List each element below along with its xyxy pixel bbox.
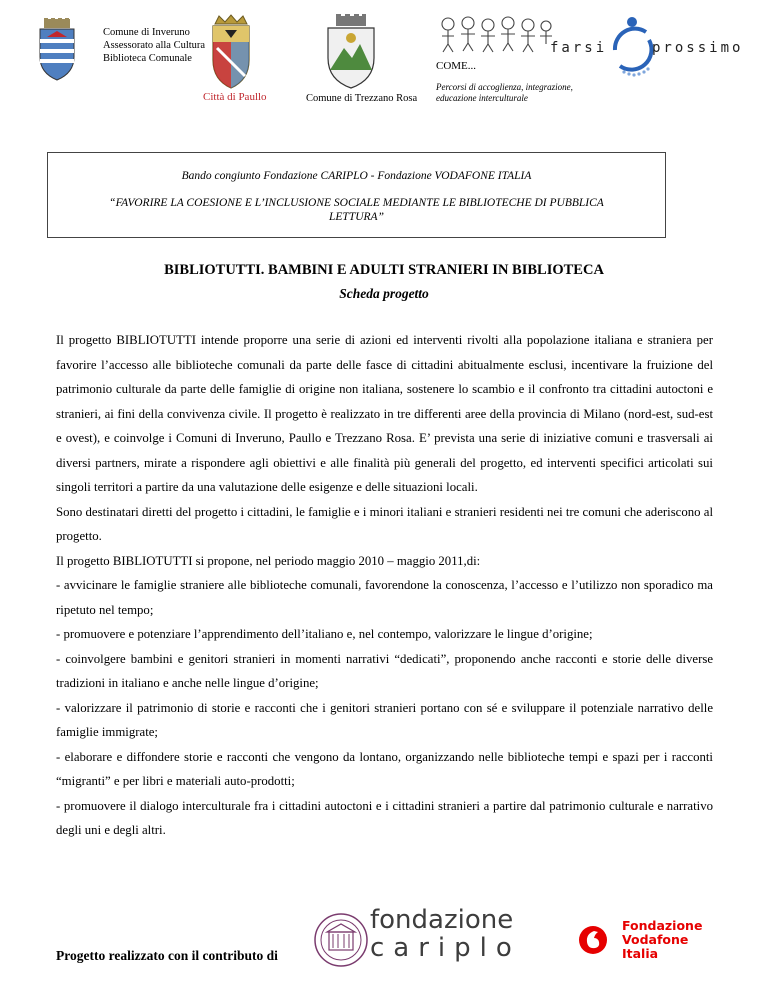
farsi-prossimo-logo-icon xyxy=(610,14,658,80)
paragraph-recipients: Sono destinatari diretti del progetto i cittadini, le famiglie e i minori italiani e stranieri residenti nei tre comuni che aderiscono al progetto. xyxy=(56,504,713,543)
paullo-crest-icon xyxy=(207,14,255,90)
goal-item: - valorizzare il patrimonio di storie e racconti che i genitori stranieri portano con sé e sviluppare il potenziale narrativo delle famiglie immigrate; xyxy=(56,700,713,739)
goal-item: - promuovere il dialogo interculturale fra i cittadini autoctoni e i cittadini stranieri a partire dal patrimonio culturale e narrativo degli uni e degli altri. xyxy=(56,798,713,837)
paragraph-goals-intro: Il progetto BIBLIOTUTTI si propone, nel periodo maggio 2010 – maggio 2011,di: xyxy=(56,553,481,568)
page-title: BIBLIOTUTTI. BAMBINI E ADULTI STRANIERI IN BIBLIOTECA xyxy=(164,262,604,278)
come-title: COME... xyxy=(436,60,477,72)
children-drawing-icon xyxy=(436,14,556,54)
goal-item: - coinvolgere bambini e genitori stranieri in momenti narrativi “dedicati”, proponendo anche racconti e storie delle diverse tradizioni in italiano e anche nelle lingue d’origine; xyxy=(56,651,713,690)
paullo-text: Città di Paullo xyxy=(203,91,267,103)
prossimo-word: prossimo xyxy=(652,40,744,56)
goal-item: - promuovere e potenziare l’apprendimento dell’italiano e, nel contempo, valorizzare le lingue d’origine; xyxy=(56,627,593,641)
come-subtitle: Percorsi di accoglienza, integrazione, educazione interculturale xyxy=(436,82,573,103)
cariplo-word-2: cariplo xyxy=(370,933,521,963)
trezzano-text: Comune di Trezzano Rosa xyxy=(306,93,418,104)
farsi-word: farsi xyxy=(550,40,608,56)
vodafone-logo-icon xyxy=(578,925,608,955)
cariplo-seal-icon xyxy=(313,912,369,968)
trezzano-crest-icon xyxy=(322,14,380,90)
cariplo-word-1: fondazione xyxy=(370,905,514,935)
call-line-1: Bando congiunto Fondazione CARIPLO - Fondazione VODAFONE ITALIA xyxy=(181,170,532,182)
inveruno-text: Comune di Inveruno Assessorato alla Cultura Biblioteca Comunale xyxy=(103,27,206,64)
paragraph-intro: Il progetto BIBLIOTUTTI intende proporre una serie di azioni ed interventi rivolti alla popolazione italiana e straniera per favorire l’accesso alle biblioteche comunali da parte delle fasce di cittadini abitualmente esclusi, incentivare la fruizione del patrimonio culturale da parte delle famiglie di origine non italiana, sostenere lo scambio e il confronto tra cittadini autoctoni e stranieri, ai fini della convivenza civile. Il progetto è realizzato in tre differenti aree della provincia di Milano (nord-est, sud-est e ovest), e coinvolge i Comuni di Inveruno, Paullo e Trezzano Rosa. E’ prevista una serie di iniziative comuni e trasversali ai diversi partners, mirate a rispondere agli obiettivi e alle finalità più generali del progetto, ed interventi specifici articolati sui singoli territori a partire da una valutazione delle esigenze e delle situazioni locali. xyxy=(56,333,713,494)
call-line-2b: LETTURA” xyxy=(329,211,384,223)
body-text xyxy=(56,328,713,843)
footer-credit: Progetto realizzato con il contributo di xyxy=(56,948,278,963)
call-frame xyxy=(47,152,666,238)
vodafone-text: Fondazione Vodafone Italia xyxy=(622,918,703,961)
goal-item: - avvicinare le famiglie straniere alle biblioteche comunali, favorendone la conoscenza, l’accesso e l’utilizzo non sporadico ma ripetuto nel tempo; xyxy=(56,578,713,617)
page-subtitle: Scheda progetto xyxy=(339,286,429,301)
inveruno-crest-icon xyxy=(36,17,78,83)
goal-item: - elaborare e diffondere storie e racconti che vengono da lontano, organizzando nelle biblioteche tempi e spazi per i racconti “migranti” e per libri e materiali auto-prodotti; xyxy=(56,749,713,788)
call-line-2a: “FAVORIRE LA COESIONE E L’INCLUSIONE SOCIALE MEDIANTE LE BIBLIOTECHE DI PUBBLICA xyxy=(109,197,604,209)
